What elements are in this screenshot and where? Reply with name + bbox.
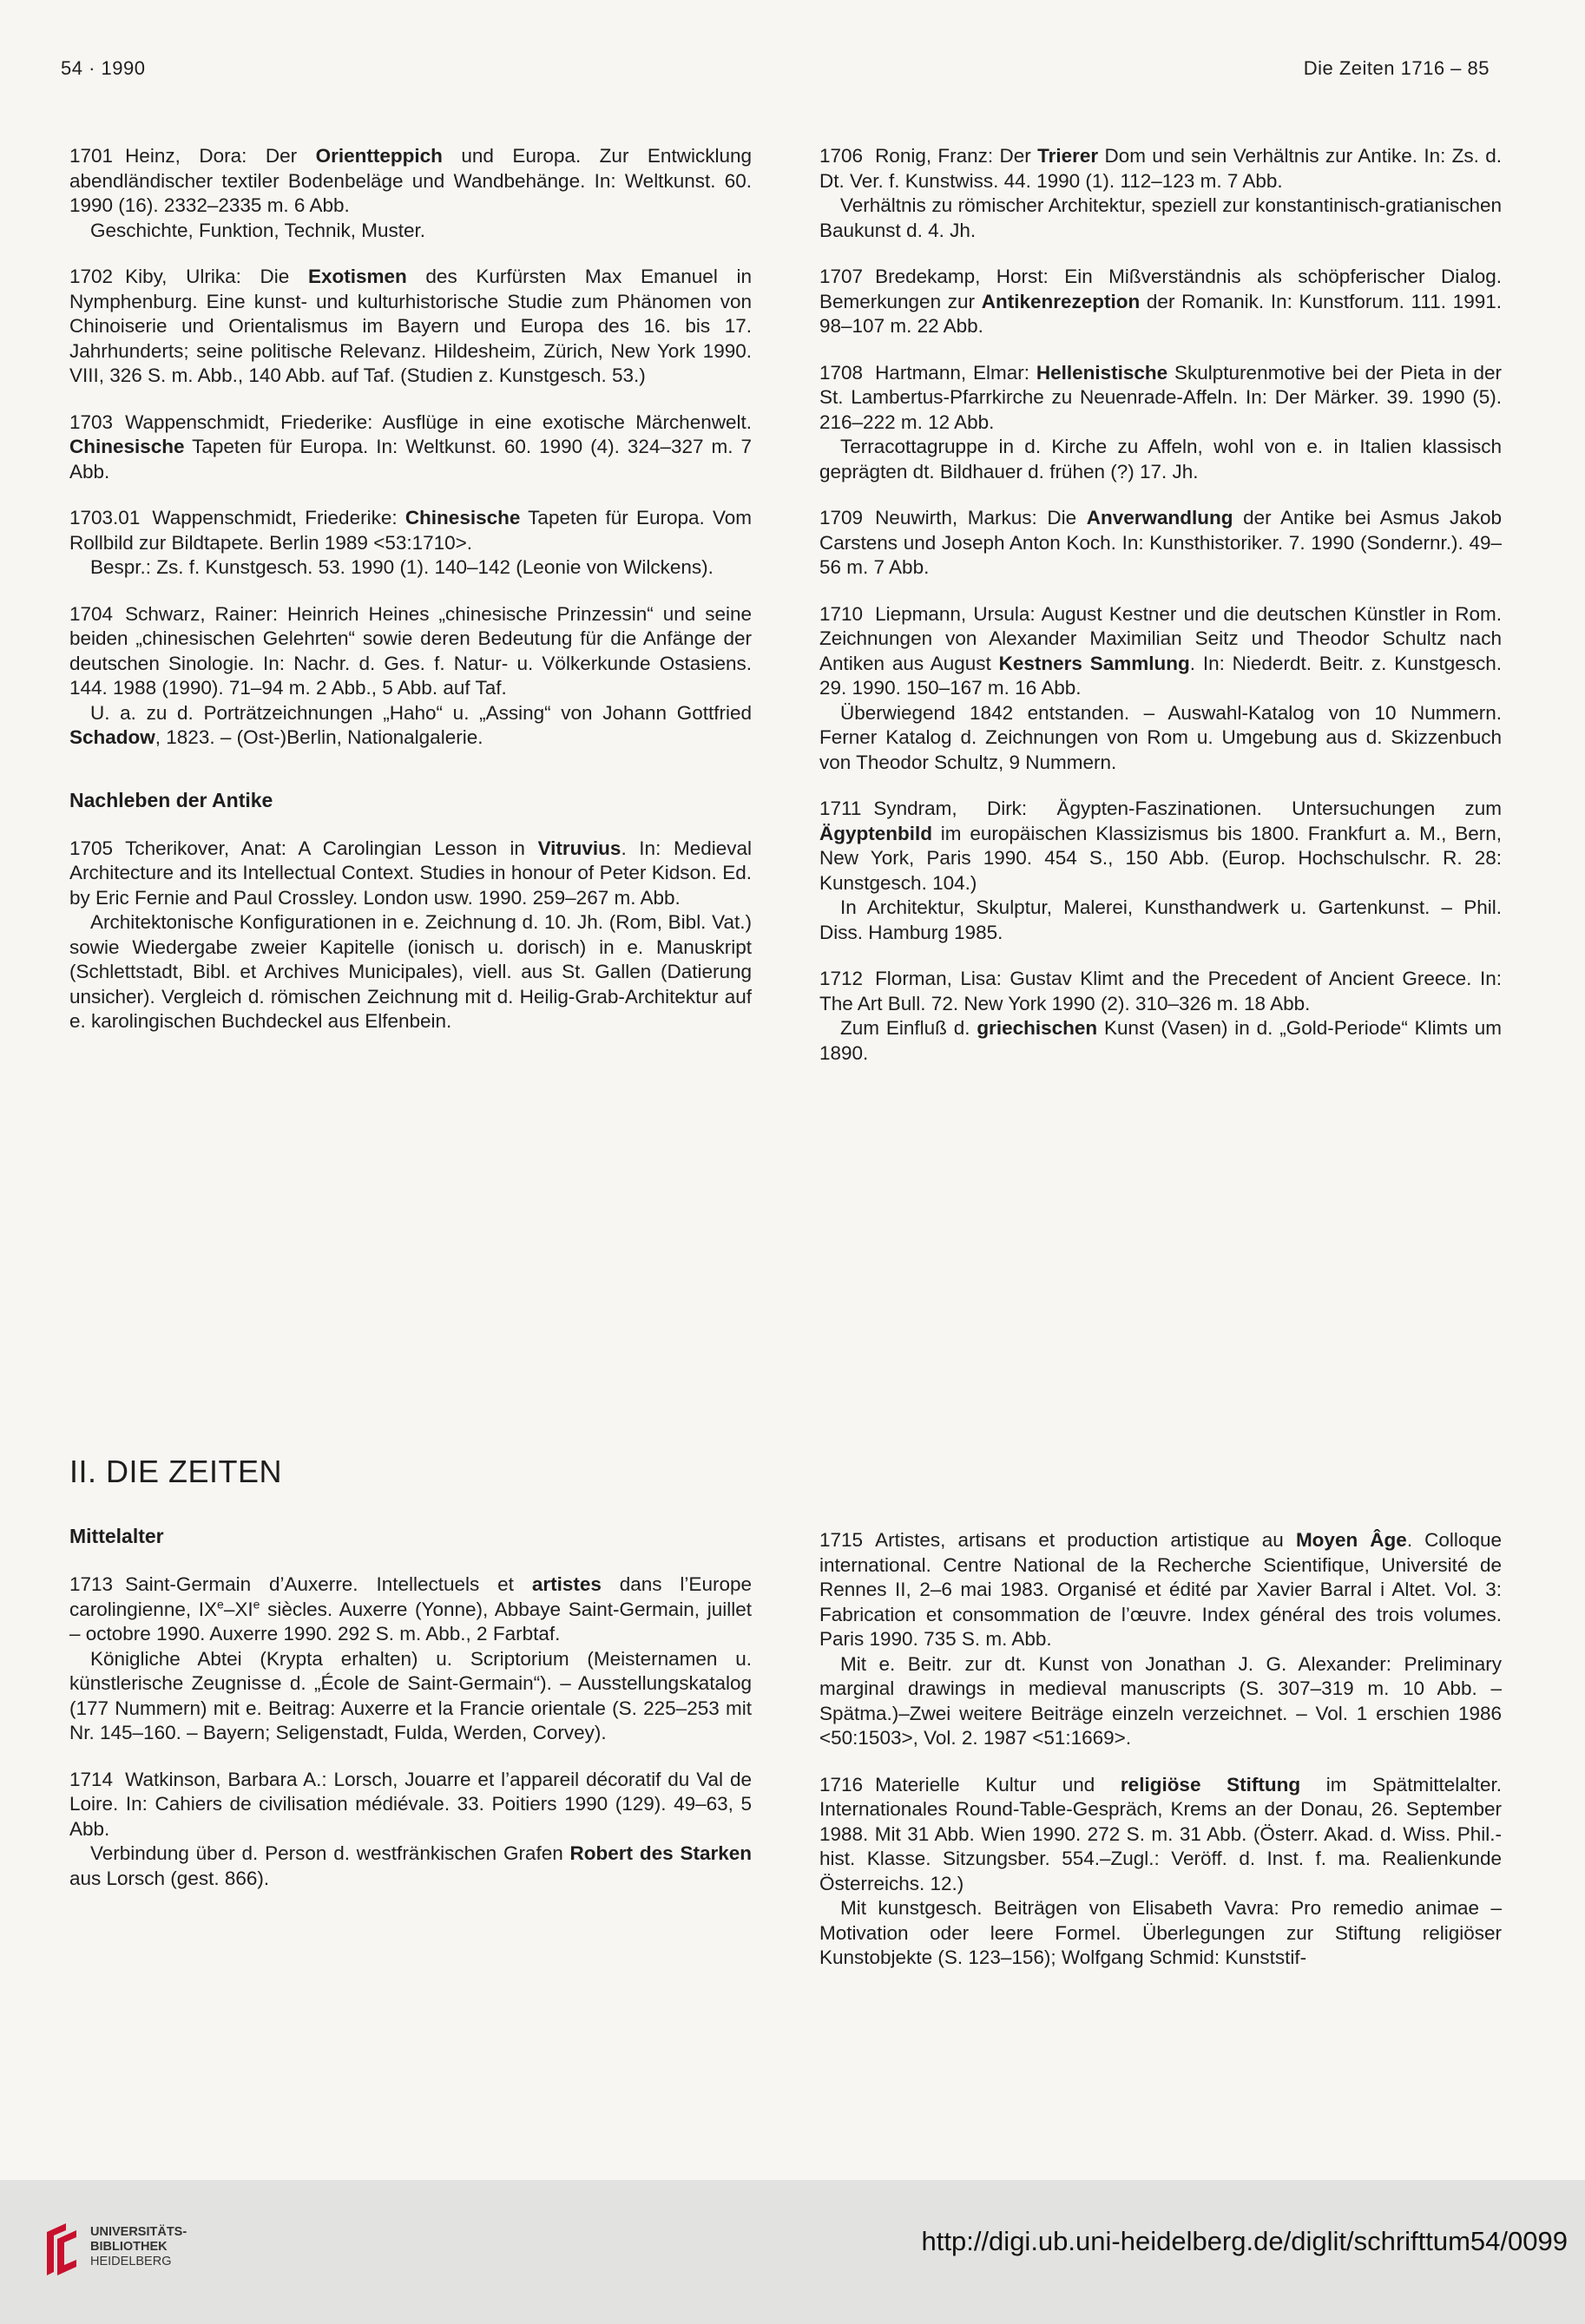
entry-1703-01: 1703.01 Wappenschmidt, Friederike: Chinesische Tapeten für Europa. Vom Rollbild zur Bildtapete. Berlin 1989 <53:1710>. Bespr.: Zs. f. Kunstgesch. 53. 1990 (1). 140–142 (Leonie von Wilckens). — [69, 506, 752, 581]
entry-number: 1711 — [819, 798, 862, 819]
entry-1711: 1711 Syndram, Dirk: Ägypten-Faszinationen. Untersuchungen zum Ägyptenbild im europäischen Klassizismus bis 1800. Frankfurt a. M., Bern, New York, Paris 1990. 454 S., 150 Abb. (Europ. Hochschulschr. R. 28: Kunstgesch. 104.) In Architektur, Skulptur, Malerei, Kunsthandwerk u. Gartenkunst. – Phil. Diss. Hamburg 1985. — [819, 797, 1502, 945]
entry-number: 1710 — [819, 602, 864, 625]
chapter-heading: II. DIE ZEITEN — [69, 1454, 283, 1489]
source-url-link[interactable]: http://digi.ub.uni-heidelberg.de/diglit/schrifttum54/0099 — [921, 2226, 1568, 2256]
entry-number: 1707 — [819, 266, 864, 287]
entry-number: 1703 — [69, 410, 114, 433]
entry-number: 1708 — [819, 361, 864, 384]
entry-1706: 1706 Ronig, Franz: Der Trierer Dom und sein Verhältnis zur Antike. In: Zs. d. Dt. Ver. f. Kunstwiss. 44. 1990 (1). 112–123 m. 7 Abb. Verhältnis zu römischer Architektur, speziell zur konstantinisch-gratianischen Baukunst d. 4. Jh. — [819, 144, 1502, 243]
entry-number: 1706 — [819, 145, 864, 167]
left-column-lower — [69, 1454, 752, 1913]
entry-number: 1713 — [69, 1573, 114, 1595]
entry-number: 1712 — [819, 968, 864, 989]
right-column — [819, 144, 1502, 1087]
right-column-lower — [819, 1528, 1502, 1992]
entry-1702: 1702 Kiby, Ulrika: Die Exotismen des Kurfürsten Max Emanuel in Nymphenburg. Eine kunst- und kulturhistorische Studie zum Phänomen von Chinoiserie und Orientalismus im Bayern und Europa des 16. bis 17. Jahrhunderts; seine politische Relevanz. Hildesheim, Zürich, New York 1990. VIII, 326 S. m. Abb., 140 Abb. auf Taf. (Studien z. Kunstgesch. 53.) — [69, 266, 753, 386]
entry-number: 1704 — [69, 602, 114, 625]
entry-1713: 1713 Saint-Germain d’Auxerre. Intellectuels et artistes dans l’Europe carolingienne, IXe–XIe siècles. Auxerre (Yonne), Abbaye Saint-Germain, juillet – octobre 1990. Auxerre 1990. 292 S. m. Abb., 2 Farbtaf. Königliche Abtei (Krypta erhalten) u. Scriptorium (Meisternamen u. künstlerische Zeugnisse d. „École de Saint-Germain“). – Ausstellungskatalog (177 Nummern) mit e. Beitrag: Auxerre et la Francie orientale (S. 225–253 mit Nr. 145–160. – Bayern; Seligenstadt, Fulda, Werden, Corvey). — [69, 1572, 752, 1746]
entry-number: 1702 — [69, 266, 114, 287]
library-footer — [0, 2180, 1585, 2324]
entry-1703: 1703 Wappenschmidt, Friederike: Ausflüge in eine exotische Märchenwelt. Chinesische Tapeten für Europa. In: Weltkunst. 60. 1990 (4). 324–327 m. 7 Abb. — [69, 410, 752, 483]
entry-number: 1709 — [819, 507, 864, 528]
entry-note: Verhältnis zu römischer Architektur, speziell zur konstantinisch-gratianischen Baukunst d. 4. Jh. — [819, 194, 1502, 241]
entry-note: Mit e. Beitr. zur dt. Kunst von Jonathan J. G. Alexander: Preliminary marginal drawings in medieval manuscripts (S. 307–319 m. 10 Abb. – Spätma.)–Zwei weitere Beiträge einzeln verzeichnet. – Vol. 1 erschien 1986 <50:1503>, Vol. 2. 1987 <51:1669>. — [819, 1652, 1502, 1749]
entry-note: Terracottagruppe in d. Kirche zu Affeln, wohl von e. in Italien klassisch geprägten dt. Bildhauer d. frühen (?) 17. Jh. — [819, 436, 1502, 483]
entry-number: 1705 — [69, 837, 114, 859]
library-name: UNIVERSITÄTS- BIBLIOTHEK HEIDELBERG — [90, 2225, 187, 2268]
entry-1714: 1714 Watkinson, Barbara A.: Lorsch, Jouarre et l’appareil décoratif du Val de Loire. In: Cahiers de civilisation médiévale. 33. Poitiers 1990 (129). 49–63, 5 Abb. Verbindung über d. Person d. westfränkischen Grafen Robert des Starken aus Lorsch (gest. 866). — [69, 1768, 752, 1892]
entry-note: Königliche Abtei (Krypta erhalten) u. Scriptorium (Meisternamen u. künstlerische Zeugnisse d. „École de Saint-Germain“). – Ausstellungskatalog (177 Nummern) mit e. Beitrag: Auxerre et la Francie orientale (S. 225–253 mit Nr. 145–160. – Bayern; Seligenstadt, Fulda, Werden, Corvey). — [69, 1647, 752, 1743]
entry-note: Verbindung über d. Person d. westfränkischen Grafen Robert des Starken aus Lorsch (gest. 866). — [69, 1842, 752, 1889]
entry-note: Bespr.: Zs. f. Kunstgesch. 53. 1990 (1). 140–142 (Leonie von Wilckens). — [90, 556, 714, 578]
entry-1708: 1708 Hartmann, Elmar: Hellenistische Skulpturenmotive bei der Pieta in der St. Lambertus-Pfarrkirche zu Neuenrade-Affeln. In: Der Märker. 39. 1990 (5). 216–222 m. 12 Abb. Terracottagruppe in d. Kirche zu Affeln, wohl von e. in Italien klassisch geprägten dt. Bildhauer d. frühen (?) 17. Jh. — [819, 361, 1502, 485]
entry-1709: 1709 Neuwirth, Markus: Die Anverwandlung der Antike bei Asmus Jakob Carstens und Joseph Anton Koch. In: Kunsthistoriker. 7. 1990 (Sondernr.). 49–56 m. 7 Abb. — [819, 507, 1503, 578]
university-library-logo-icon — [42, 2220, 83, 2285]
running-title-header: Die Zeiten 1716 – 85 — [1303, 57, 1490, 79]
entry-note: Überwiegend 1842 entstanden. – Auswahl-Katalog von 10 Nummern. Ferner Katalog d. Zeichnungen von Rom u. Umgebung aus d. Skizzenbuch von Theodor Schultz, 9 Nummern. — [819, 701, 1502, 773]
entry-note: Architektonische Konfigurationen in e. Zeichnung d. 10. Jh. (Rom, Bibl. Vat.) sowie Wiedergabe zweier Kapitelle (ionisch u. dorisch) in e. Manuskript (Schlettstadt, Bibl. et Archives Municipales), viell. aus St. Gallen (Datierung unsicher). Vergleich d. römischen Zeichnung mit d. Heilig-Grab-Architektur auf e. karolingischen Buchdeckel aus Elfenbein. — [69, 911, 752, 1032]
entry-number: 1703.01 — [69, 507, 141, 528]
entry-1710: 1710 Liepmann, Ursula: August Kestner und die deutschen Künstler in Rom. Zeichnungen von Alexander Maximilian Seitz und Theodor Schultz nach Antiken aus August Kestners Sammlung. In: Niederdt. Beitr. z. Kunstgesch. 29. 1990. 150–167 m. 16 Abb. Überwiegend 1842 entstanden. – Auswahl-Katalog von 10 Nummern. Ferner Katalog d. Zeichnungen von Rom u. Umgebung aus d. Skizzenbuch von Theodor Schultz, 9 Nummern. — [819, 602, 1502, 776]
entry-note: Zum Einfluß d. griechischen Kunst (Vasen) in d. „Gold-Periode“ Klimts um 1890. — [819, 1017, 1502, 1064]
entry-number: 1716 — [819, 1773, 864, 1796]
entry-number: 1715 — [819, 1529, 864, 1551]
entry-1715: 1715 Artistes, artisans et production artistique au Moyen Âge. Colloque international. Centre National de la Recherche Scientifique, Université de Rennes II, 2–6 mai 1983. Organisé et édité par Xavier Barral i Altet. Vol. 3: Fabrication et consommation de l’œuvre. Index général des trois volumes. Paris 1990. 735 S. m. Abb. Mit e. Beitr. zur dt. Kunst von Jonathan J. G. Alexander: Preliminary marginal drawings in medieval manuscripts (S. 307–319 m. 10 Abb. – Spätma.)–Zwei weitere Beiträge einzeln verzeichnet. – Vol. 1 erschien 1986 <50:1503>, Vol. 2. 1987 <51:1669>. — [819, 1528, 1502, 1751]
entry-1705: 1705 Tcherikover, Anat: A Carolingian Lesson in Vitruvius. In: Medieval Architecture and its Intellectual Context. Studies in honour of Peter Kidson. Ed. by Eric Fernie and Paul Crossley. London usw. 1990. 259–267 m. Abb. Architektonische Konfigurationen in e. Zeichnung d. 10. Jh. (Rom, Bibl. Vat.) sowie Wiedergabe zweier Kapitelle (ionisch u. dorisch) in e. Manuskript (Schlettstadt, Bibl. et Archives Municipales), viell. aus St. Gallen (Datierung unsicher). Vergleich d. römischen Zeichnung mit d. Heilig-Grab-Architektur auf e. karolingischen Buchdeckel aus Elfenbein. — [69, 837, 752, 1034]
entry-note: In Architektur, Skulptur, Malerei, Kunsthandwerk u. Gartenkunst. – Phil. Diss. Hamburg 1985. — [819, 896, 1502, 943]
entry-1716: 1716 Materielle Kultur und religiöse Stiftung im Spätmittelalter. Internationales Round-Table-Gespräch, Krems an der Donau, 26. September 1988. Mit 31 Abb. Wien 1990. 272 S. m. 31 Abb. (Österr. Akad. d. Wiss. Phil.-hist. Klasse. Sitzungsber. 554.–Zugl.: Veröff. d. Inst. f. ma. Realienkunde Österreichs. 12.) Mit kunstgesch. Beiträgen von Elisabeth Vavra: Pro remedio animae – Motivation oder leere Formel. Überlegungen zur Stiftung religiöser Kunstobjekte (S. 123–156); Wolfgang Schmid: Kunststif- — [819, 1773, 1502, 1971]
entry-1701: 1701 Heinz, Dora: Der Orientteppich und Europa. Zur Entwicklung abendländischer textiler Bodenbeläge und Wandbehänge. In: Weltkunst. 60. 1990 (16). 2332–2335 m. 6 Abb. Geschichte, Funktion, Technik, Muster. — [69, 144, 752, 243]
entry-note: U. a. zu d. Porträtzeichnungen „Haho“ u. „Assing“ von Johann Gottfried Schadow, 1823. – (Ost-)Berlin, Nationalgalerie. — [69, 701, 752, 748]
left-column — [69, 144, 752, 1056]
section-heading-mittelalter: Mittelalter — [69, 1525, 164, 1547]
entry-note: Geschichte, Funktion, Technik, Muster. — [90, 219, 426, 241]
entry-1707: 1707 Bredekamp, Horst: Ein Mißverständnis als schöpferischer Dialog. Bemerkungen zur Antikenrezeption der Romanik. In: Kunstforum. 111. 1991. 98–107 m. 22 Abb. — [819, 266, 1502, 337]
section-heading-nachleben: Nachleben der Antike — [69, 788, 273, 811]
entry-number: 1714 — [69, 1768, 114, 1790]
entry-1712: 1712 Florman, Lisa: Gustav Klimt and the Precedent of Ancient Greece. In: The Art Bull. 72. New York 1990 (2). 310–326 m. 18 Abb. Zum Einfluß d. griechischen Kunst (Vasen) in d. „Gold-Periode“ Klimts um 1890. — [819, 967, 1502, 1066]
page-number-header: 54 · 1990 — [61, 57, 146, 79]
entry-note: Mit kunstgesch. Beiträgen von Elisabeth Vavra: Pro remedio animae – Motivation oder leere Formel. Überlegungen zur Stiftung religiöser Kunstobjekte (S. 123–156); Wolfgang Schmid: Kunststif- — [819, 1897, 1502, 1968]
entry-1704: 1704 Schwarz, Rainer: Heinrich Heines „chinesische Prinzessin“ und seine beiden „chinesischen Gelehrten“ sowie deren Bedeutung für die Anfänge der deutschen Sinologie. In: Nachr. d. Ges. f. Natur- u. Völkerkunde Ostasiens. 144. 1988 (1990). 71–94 m. 2 Abb., 5 Abb. auf Taf. U. a. zu d. Porträtzeichnungen „Haho“ u. „Assing“ von Johann Gottfried Schadow, 1823. – (Ost-)Berlin, Nationalgalerie. — [69, 602, 752, 751]
entry-number: 1701 — [69, 145, 114, 167]
